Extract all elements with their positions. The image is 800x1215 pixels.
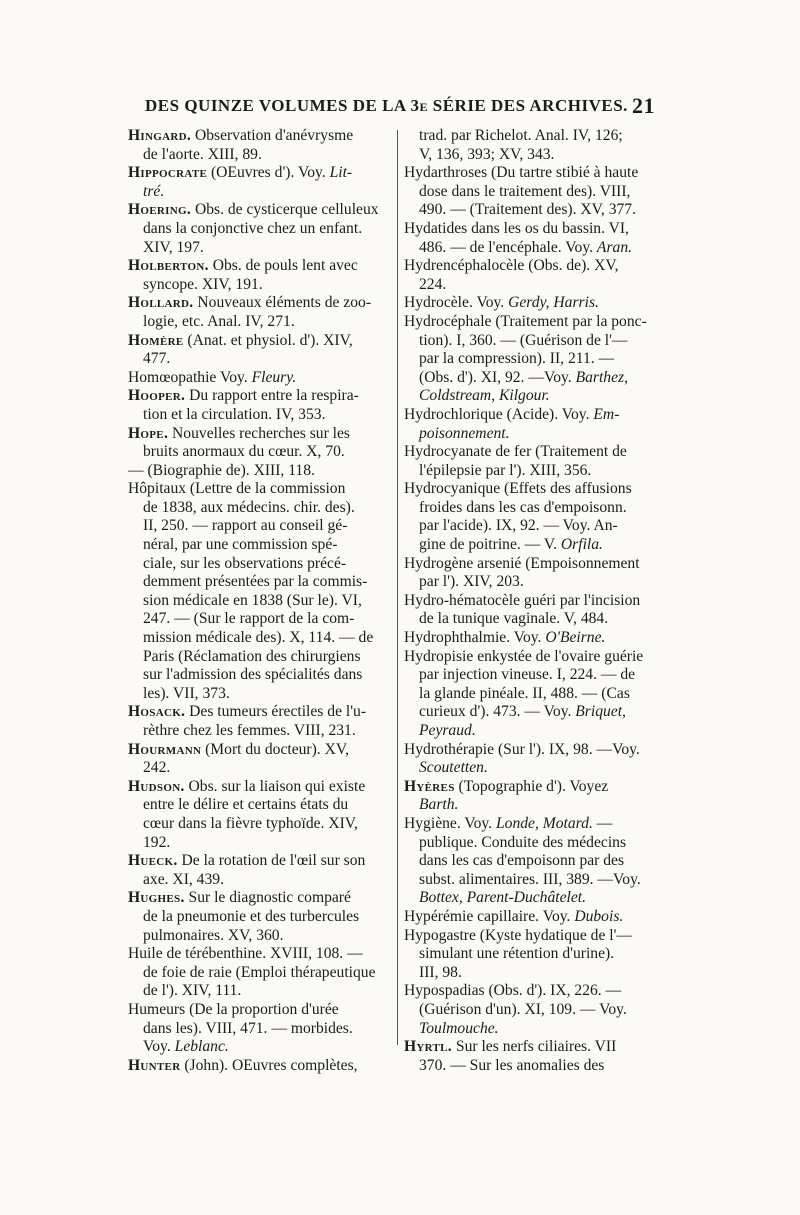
entry-text: 247. — (Sur le rapport de la com- [143, 610, 355, 628]
index-line [404, 443, 669, 462]
entry-reference: Leblanc. [174, 1038, 229, 1056]
entry-text: 477. [143, 350, 171, 368]
entry-author-name: Hippocrate [128, 164, 208, 182]
entry-text: Huile de térébenthine. XVIII, 108. — [128, 945, 363, 963]
entry-reference: Em- [593, 405, 620, 423]
entry-author-name: Hosack. [128, 703, 186, 721]
entry-text: dans la conjonctive chez un enfant. [143, 219, 363, 237]
index-line [404, 220, 669, 239]
index-line [404, 1020, 669, 1039]
entry-text: demment présentées par la commis- [143, 573, 368, 591]
column-divider [397, 130, 398, 1045]
entry-text: froides dans les cas d'empoisonn. [419, 498, 627, 516]
index-line [128, 685, 393, 704]
index-line [404, 406, 669, 425]
index-line [128, 722, 393, 741]
entry-text: Hydrocyanique (Effets des affusions [404, 480, 632, 498]
entry-author-name: Hoering. [128, 201, 192, 219]
index-line [128, 536, 393, 555]
entry-text: Obs. de pouls lent avec [208, 257, 358, 275]
entry-text: cœur dans la fièvre typhoïde. XIV, [143, 814, 358, 832]
entry-text: Hydrencéphalocèle (Obs. de). XV, [404, 257, 619, 275]
entry-text: 370. — Sur les anomalies des [419, 1056, 605, 1074]
entry-text: Hypogastre (Kyste hydatique de l'— [404, 926, 632, 944]
entry-text: dans les cas d'empoisonn par des [419, 852, 625, 870]
entry-text: bruits anormaux du cœur. X, 70. [143, 443, 345, 461]
index-line [128, 666, 393, 685]
index-line [128, 462, 393, 481]
index-line [128, 183, 393, 202]
entry-text: XIV, 197. [143, 238, 204, 256]
entry-text: curieux d'). 473. — Voy. [419, 703, 576, 721]
index-line [404, 257, 669, 276]
entry-text: III, 98. [419, 963, 462, 981]
entry-author-name: Hollard. [128, 294, 194, 312]
index-line [128, 350, 393, 369]
entry-reference: Peyraud. [419, 722, 476, 739]
index-line [404, 183, 669, 202]
index-line [404, 499, 669, 518]
index-line [404, 425, 669, 444]
entry-reference: Briquet, [575, 703, 626, 721]
index-line [128, 908, 393, 927]
entry-text: les). VII, 373. [143, 684, 230, 702]
index-line [404, 964, 669, 983]
entry-text: Des tumeurs érectiles de l'u- [185, 703, 367, 721]
entry-text: dans les). VIII, 471. — morbides. [143, 1019, 353, 1037]
index-line [404, 536, 669, 555]
entry-text: Paris (Réclamation des chirurgiens [143, 647, 361, 665]
index-line [404, 852, 669, 871]
index-line [404, 146, 669, 165]
entry-author-name: Hudson. [128, 777, 185, 795]
index-line [128, 294, 393, 313]
entry-text: 224. [419, 275, 447, 293]
index-line [128, 369, 393, 388]
index-line [404, 927, 669, 946]
entry-author-name: Hourmann [128, 740, 202, 758]
entry-text: simulant une rétention d'urine). [419, 945, 615, 963]
index-line [128, 1020, 393, 1039]
index-line [128, 332, 393, 351]
entry-author-name: Hyères [404, 777, 455, 795]
index-line [128, 127, 393, 146]
entry-text: sur l'admission des spécialités dans [143, 666, 363, 684]
index-line [128, 964, 393, 983]
entry-text: (OEuvres d'). Voy. [207, 164, 330, 182]
entry-text: Hydrocèle. Voy. [404, 294, 509, 312]
entry-author-name: Hueck. [128, 852, 178, 870]
index-line [404, 648, 669, 667]
entry-text: tion et la circulation. IV, 353. [143, 405, 326, 423]
entry-text: Hydrogène arsenié (Empoisonnement [404, 554, 640, 572]
entry-text: Hydrothérapie (Sur l'). IX, 98. —Voy. [404, 740, 640, 758]
index-line [404, 945, 669, 964]
index-line [128, 834, 393, 853]
index-line [404, 201, 669, 220]
entry-author-name: Hingard. [128, 127, 192, 144]
index-line [128, 1001, 393, 1020]
entry-author-name: Hope. [128, 424, 169, 442]
index-line [128, 276, 393, 295]
index-line [128, 387, 393, 406]
index-line [404, 387, 669, 406]
entry-author-name: Homère [128, 331, 184, 349]
index-line [128, 927, 393, 946]
index-line [404, 889, 669, 908]
entry-reference: Orfila. [560, 536, 603, 554]
index-line [128, 164, 393, 183]
index-line [128, 703, 393, 722]
index-line [128, 499, 393, 518]
index-line [404, 462, 669, 481]
entry-text: De la rotation de l'œil sur son [177, 852, 366, 870]
index-line [128, 871, 393, 890]
index-line [404, 741, 669, 760]
entry-text: Homœopathie Voy. [128, 368, 252, 386]
entry-text: 242. [143, 759, 171, 777]
index-line [128, 201, 393, 220]
index-line [128, 982, 393, 1001]
index-line [404, 127, 669, 146]
index-line [404, 722, 669, 741]
entry-reference: O'Beirne. [545, 629, 606, 647]
index-line [128, 443, 393, 462]
entry-text: Du rapport entre la respira- [185, 387, 359, 405]
entry-reference: poisonnement. [419, 424, 510, 442]
entry-text: de la tunique vaginale. V, 484. [419, 610, 609, 628]
index-line [128, 573, 393, 592]
entry-text: Nouvelles recherches sur les [168, 424, 350, 442]
index-line [128, 759, 393, 778]
index-line [404, 1057, 669, 1076]
index-line [404, 610, 669, 629]
page-number: 21 [632, 93, 655, 118]
index-line [404, 350, 669, 369]
index-line [404, 871, 669, 890]
entry-text: de 1838, aux médecins. chir. des). [143, 498, 355, 516]
entry-text: Hydropisie enkystée de l'ovaire guérie [404, 647, 644, 665]
entry-text: syncope. XIV, 191. [143, 275, 263, 293]
entry-text: par l'acide). IX, 92. — Voy. An- [419, 517, 618, 535]
entry-text: 490. — (Traitement des). XV, 377. [419, 201, 637, 219]
index-line [404, 164, 669, 183]
index-line [404, 834, 669, 853]
entry-text: 486. — de l'encéphale. Voy. [419, 238, 597, 256]
entry-text: Hôpitaux (Lettre de la commission [128, 480, 346, 498]
index-line [128, 220, 393, 239]
index-line [128, 480, 393, 499]
index-line [128, 313, 393, 332]
entry-text: (Obs. d'). XI, 92. —Voy. [419, 368, 576, 386]
index-line [404, 1001, 669, 1020]
entry-text: par l'). XIV, 203. [419, 573, 524, 591]
entry-text: Voy. [143, 1038, 175, 1056]
entry-text: de la pneumonie et des turbercules [143, 907, 360, 925]
entry-text: de l'). XIV, 111. [143, 982, 242, 1000]
entry-text: Hydrocyanate de fer (Traitement de [404, 443, 627, 461]
entry-author-name: Hughes. [128, 889, 185, 907]
entry-text: Nouveaux éléments de zoo- [193, 294, 372, 312]
entry-text: la glande pinéale. II, 488. — (Cas [419, 684, 630, 702]
running-title: DES QUINZE VOLUMES DE LA 3e SÉRIE DES ARCHIVES. [145, 96, 628, 115]
entry-text: par injection vineuse. I, 224. — de [419, 666, 636, 684]
entry-text: II, 250. — rapport au conseil gé- [143, 517, 348, 535]
entry-text: mission médicale des). X, 114. — de [143, 629, 374, 647]
index-line [128, 815, 393, 834]
entry-text: Obs. sur la liaison qui existe [184, 777, 366, 795]
index-line [128, 257, 393, 276]
entry-text: Humeurs (De la proportion d'urée [128, 1000, 339, 1018]
entry-text: Hydrocéphale (Traitement par la ponc- [404, 312, 647, 330]
entry-reference: tré. [143, 182, 165, 200]
index-line [404, 796, 669, 815]
entry-text: tion). I, 360. — (Guérison de l'— [419, 331, 628, 349]
entry-reference: Bottex, Parent-Duchâtelet. [419, 889, 586, 907]
index-line [128, 425, 393, 444]
entry-text: Hygiène. Voy. [404, 814, 496, 832]
index-line [128, 945, 393, 964]
entry-reference: Barth. [419, 796, 459, 814]
entry-text: Hydatides dans les os du bassin. VI, [404, 219, 629, 237]
entry-author-name: Hunter [128, 1056, 181, 1074]
index-line [128, 1038, 393, 1057]
entry-reference: Scoutetten. [419, 759, 488, 777]
index-line [128, 741, 393, 760]
entry-author-name: Holberton. [128, 257, 209, 275]
index-line [404, 294, 669, 313]
entry-text: pulmonaires. XV, 360. [143, 926, 284, 944]
entry-text: publique. Conduite des médecins [419, 833, 627, 851]
entry-text: (John). OEuvres complètes, [180, 1056, 358, 1074]
index-line [404, 313, 669, 332]
entry-text: — [592, 814, 613, 832]
entry-author-name: Hyrtl. [404, 1038, 453, 1056]
entry-text: 192. [143, 833, 171, 851]
index-column-left [128, 127, 393, 1075]
entry-text: de l'aorte. XIII, 89. [143, 145, 262, 163]
entry-text: (Guérison d'un). XI, 109. — Voy. [419, 1000, 627, 1018]
entry-reference: Barthez, [575, 368, 628, 386]
entry-reference: Toulmouche. [419, 1019, 499, 1037]
index-line [404, 332, 669, 351]
entry-text: rèthre chez les femmes. VIII, 231. [143, 722, 356, 739]
index-line [404, 778, 669, 797]
index-line [128, 610, 393, 629]
index-line [404, 555, 669, 574]
index-line [128, 239, 393, 258]
running-header [145, 93, 655, 120]
index-line [404, 480, 669, 499]
entry-text: ciale, sur les observations précé- [143, 554, 347, 572]
index-line [128, 555, 393, 574]
entry-text: (Anat. et physiol. d'). XIV, [183, 331, 353, 349]
index-line [404, 629, 669, 648]
entry-text: Hypérémie capillaire. Voy. [404, 907, 575, 925]
entry-text: l'épilepsie par l'). XIII, 356. [419, 461, 592, 479]
entry-text: — (Biographie de). XIII, 118. [128, 461, 315, 479]
index-line [404, 815, 669, 834]
entry-reference: Fleury. [251, 368, 297, 386]
index-line [404, 276, 669, 295]
entry-text: Hydarthroses (Du tartre stibié à haute [404, 164, 639, 182]
entry-text: logie, etc. Anal. IV, 271. [143, 312, 295, 330]
entry-text: Hydrochlorique (Acide). Voy. [404, 405, 594, 423]
entry-text: dose dans le traitement des). VIII, [419, 182, 631, 200]
index-line [404, 239, 669, 258]
entry-text: V, 136, 393; XV, 343. [419, 145, 555, 163]
entry-text: par la compression). II, 211. — [419, 350, 615, 368]
index-line [404, 573, 669, 592]
index-line [128, 778, 393, 797]
entry-text: sion médicale en 1838 (Sur le). VI, [143, 591, 362, 609]
entry-reference: Coldstream, Kilgour. [419, 387, 550, 405]
index-line [404, 1038, 669, 1057]
index-line [404, 759, 669, 778]
index-line [128, 852, 393, 871]
entry-text: Sur les nerfs ciliaires. VII [452, 1038, 617, 1056]
entry-reference: Londe, Motard. [495, 814, 593, 832]
entry-text: gine de poitrine. — V. [419, 536, 561, 554]
index-line [404, 703, 669, 722]
index-line [404, 592, 669, 611]
index-line [404, 685, 669, 704]
entry-text: Hypospadias (Obs. d'). IX, 226. — [404, 982, 622, 1000]
index-line [128, 146, 393, 165]
index-line [404, 369, 669, 388]
index-line [128, 629, 393, 648]
index-line [128, 796, 393, 815]
index-line [128, 406, 393, 425]
index-line [128, 1057, 393, 1076]
entry-text: (Topographie d'). Voyez [454, 777, 609, 795]
index-line [404, 982, 669, 1001]
index-line [404, 908, 669, 927]
index-line [404, 517, 669, 536]
entry-text: entre le délire et certains états du [143, 796, 349, 814]
entry-text: Hydrophthalmie. Voy. [404, 629, 546, 647]
index-line [128, 517, 393, 536]
entry-text: trad. par Richelot. Anal. IV, 126; [419, 127, 623, 144]
entry-reference: Lit- [329, 164, 353, 182]
entry-reference: Dubois. [574, 907, 624, 925]
index-line [128, 648, 393, 667]
entry-text: Hydro-hématocèle guéri par l'incision [404, 591, 641, 609]
entry-text: axe. XI, 439. [143, 870, 224, 888]
entry-text: subst. alimentaires. III, 389. —Voy. [419, 870, 641, 888]
entry-text: Obs. de cysticerque celluleux [191, 201, 379, 219]
index-line [128, 592, 393, 611]
index-line [404, 666, 669, 685]
entry-text: Observation d'anévrysme [191, 127, 354, 144]
index-line [128, 889, 393, 908]
entry-text: de foie de raie (Emploi thérapeutique [143, 963, 376, 981]
entry-author-name: Hooper. [128, 387, 186, 405]
index-column-right [404, 127, 669, 1075]
entry-reference: Aran. [596, 238, 633, 256]
entry-text: (Mort du docteur). XV, [201, 740, 350, 758]
entry-text: Sur le diagnostic comparé [184, 889, 351, 907]
entry-text: néral, par une commission spé- [143, 536, 338, 554]
entry-reference: Gerdy, Harris. [508, 294, 599, 312]
